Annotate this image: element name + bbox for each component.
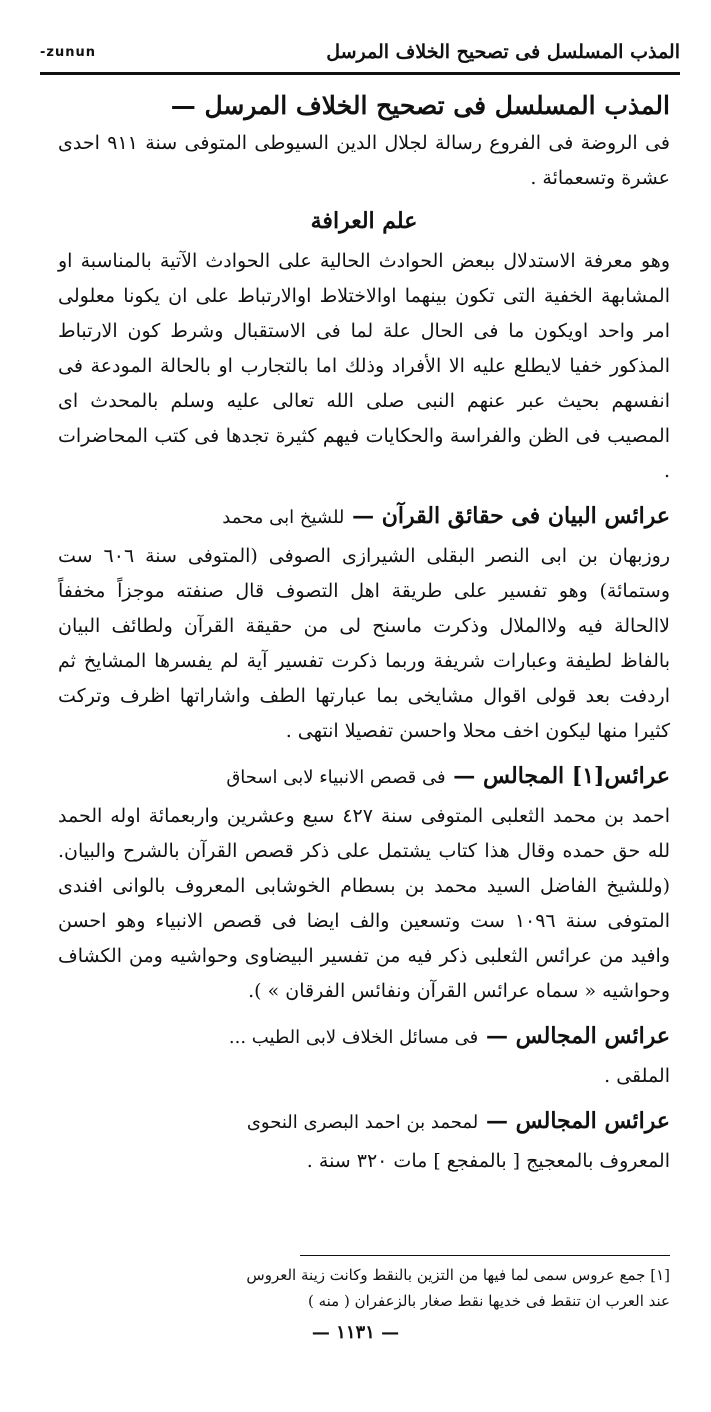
entry-author-arais-majalis-1: فى قصص الانبياء لابى اسحاق (226, 767, 446, 788)
entry-heading-arais-majalis-1 (58, 755, 670, 799)
running-head (40, 38, 680, 66)
entry-text-arais-majalis-1: احمد بن محمد الثعلبى المتوفى سنة ٤٢٧ سبع وعشرين واربعمائة اوله الحمد لله حق حمده وقال هذا كتاب يشتمل على ذكر قصص القرآن بالشرح والبيان. (وللشيخ الفاضل السيد محمد بن بسطام الخوشابى المعروف بالوانى افندى المتوفى سنة ١٠٩٦ ست وتسعين والف ايضا فى قصص الانبياء وهو احسن وافيد من عرائس الثعلبى ذكر فيه من تفسير البيضاوى وحواشيه ومن الكشاف وحواشيه « سماه عرائس القرآن ونفائس الفرقان » ). (58, 805, 670, 1002)
entry-title-arais-majalis-1: عرائس[١] المجالس — (453, 763, 670, 789)
entry-author-arais-bayan: للشيخ ابى محمد (222, 507, 345, 528)
running-head-label: -zunun (40, 44, 96, 60)
entry-author-arais-majalis-3: لمحمد بن احمد البصرى النحوى (246, 1112, 479, 1133)
entry-author-arais-majalis-2: فى مسائل الخلاف لابى الطيب ... (228, 1027, 479, 1048)
footnote (138, 1262, 670, 1314)
footnote-line-2: عند العرب ان تنقط فى خديها نقط صغار بالزعفران ( منه ) (307, 1292, 670, 1310)
header-rule (40, 72, 680, 75)
entry-text-arais-bayan: روزبهان بن ابى النصر البقلى الشيرازى الصوفى (المتوفى سنة ٦٠٦ ست وستمائة) وهو تفسير على طريقة اهل التصوف قال صنفته موجزاً مخففاً لاالحالة فيه ولاالملال وذكرت ماسنح لى من حقيقة القرآن ولطائف البيان بالفاظ لطيفة وعبارات شريفة وربما ذكرت تفسير آية لم يفسرها المشايخ ثم اردفت بعد قولى اقوال مشايخى بما عبارتها الطف واشاراتها اظرف وتركت كثيرا منها ليكون اخف محلا واحسن تفصيلا انتهى . (58, 545, 670, 742)
entry-heading-arais-majalis-2 (58, 1015, 670, 1059)
entry-text-irafa: وهو معرفة الاستدلال ببعض الحوادث الحالية على الحوادث الآتية بالمناسبة او المشابهة الخفية التى تكون بينهما اوالاختلاط اوالارتباط على ان يكونا معلولى امر واحد اويكون ما فى الحال علة لما فى الاستقبال وشرط كون الارتباط المذكور خفيا لايطلع عليه الا الأفراد وذلك اما بالتجارب او بالحالة المودعة فى انفسهم بحيث عبر عنهم النبى صلى الله تعالى عليه وسلم بالمحدث اى المصيب فى الظن والفراسة والحكايات فيهم كثيرة تجدها فى كتب المحاضرات . (58, 250, 670, 482)
entry-title-arais-bayan: عرائس البيان فى حقائق القرآن — (352, 503, 670, 529)
entry-title-arais-majalis-3: عرائس المجالس — (485, 1108, 670, 1134)
entry-title-madhab: المذب المسلسل فى تصحيح الخلاف المرسل — (170, 91, 670, 120)
footnote-rule (300, 1255, 670, 1256)
entry-title-arais-majalis-2: عرائس المجالس — (485, 1023, 670, 1049)
entry-heading-arais-bayan (58, 495, 670, 539)
entry-text-madhab: فى الروضة فى الفروع رسالة لجلال الدين السيوطى المتوفى سنة ٩١١ احدى عشرة وتسعمائة . (58, 132, 671, 189)
page-body (58, 86, 670, 1179)
footnote-line-1: [١] جمع عروس سمى لما فيها من التزين بالنقط وكانت زينة العروس (246, 1266, 670, 1284)
entry-heading-arais-majalis-3 (58, 1100, 670, 1144)
page-number: — ١١٣١ — (311, 1322, 400, 1343)
running-head-title: المذب المسلسل فى تصحيح الخلاف المرسل (326, 41, 680, 63)
entry-text-arais-majalis-3: المعروف بالمعجيج [ بالمفجع ] مات ٣٢٠ سنة . (306, 1150, 670, 1172)
entry-text-arais-majalis-2: الملقى . (604, 1065, 670, 1087)
section-heading-irafa: علم العرافة (310, 208, 418, 234)
